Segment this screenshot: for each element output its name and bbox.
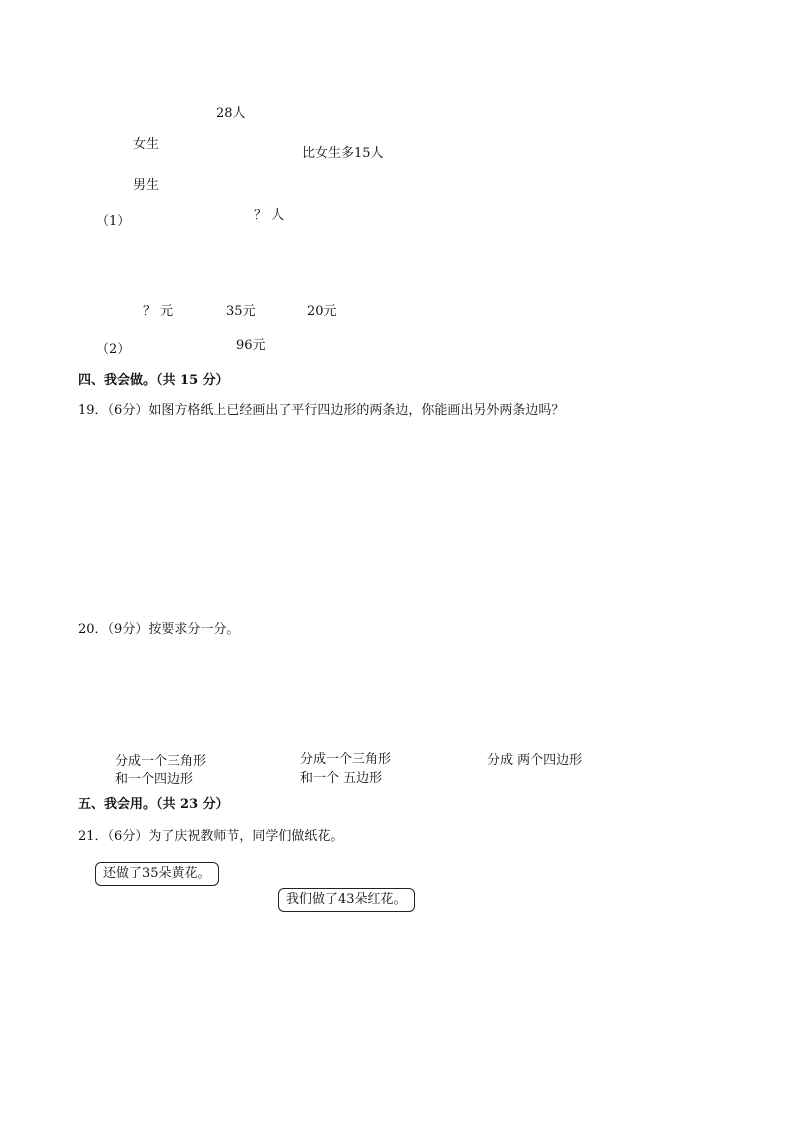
shoes-price: 20元 [307,304,337,319]
boys-label: 男生 [133,178,160,193]
caption-3-line-1: 分成 两个四边形 [487,753,583,768]
caption-1-line-2: 和一个四边形 [115,772,194,787]
speech-bubble-yellow-flowers [95,862,219,886]
section-4-title: 四、我会做。（共 15 分） [78,373,229,388]
girls-total-label: 28人 [216,106,246,121]
question-20-text: 20．（9分）按要求分一分。 [78,622,240,637]
question-21-text: 21．（6分）为了庆祝教师节，同学们做纸花。 [78,829,344,844]
bubble-left-text: 还做了35朵黄花。 [103,866,211,881]
girls-label: 女生 [133,137,160,152]
bubble-right-text: 我们做了43朵红花。 [286,892,407,907]
caption-2-line-2: 和一个 五边形 [300,771,383,786]
problem-2-index: （2） [96,342,131,357]
caption-2-line-1: 分成一个三角形 [300,752,392,767]
skirt-price: 35元 [226,304,256,319]
section-5-title: 五、我会用。（共 23 分） [78,797,229,812]
extra-label: 比女生多15人 [302,146,384,161]
boys-total-label: ？ 人 [254,208,285,223]
total-price: 96元 [236,338,266,353]
question-19-text: 19．（6分）如图方格纸上已经画出了平行四边形的两条边，你能画出另外两条边吗？ [78,403,565,418]
speech-bubble-red-flowers [278,888,415,912]
coat-price: ？ 元 [143,304,174,319]
problem-1-index: （1） [96,214,131,229]
caption-1-line-1: 分成一个三角形 [115,754,207,769]
